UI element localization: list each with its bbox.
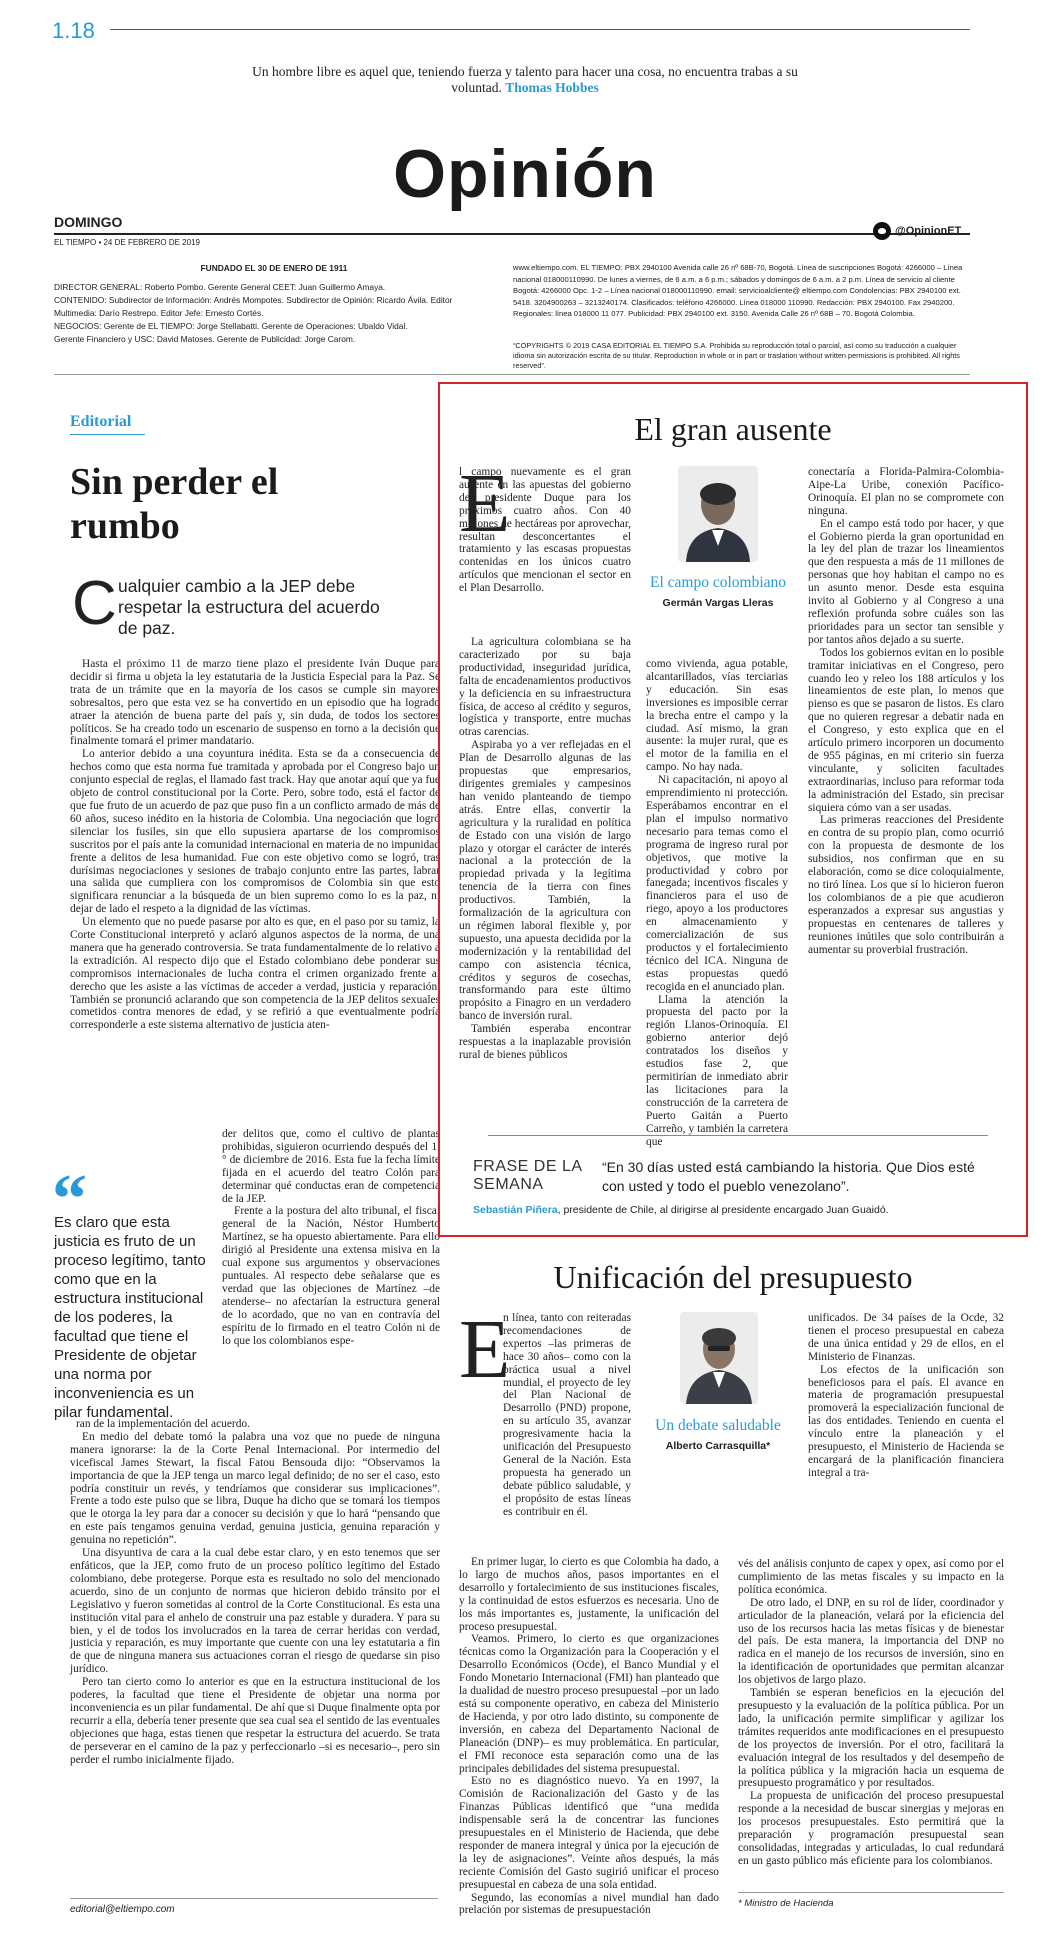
contact-info: www.eltiempo.com. EL TIEMPO: PBX 2940100 Avenida calle 26 nº 68B-70, Bogotá. Línea de suscripciones Bogotá: 4266000 – Línea nacional 018000110990. De lunes a viernes, de 6 a.m. a 6 p.m.; sábados y domingos de 6 a.m. a 2 p.m. Línea de servicio al cliente Bogotá: 4266000 Opc. 1-2 – Línea nacional 018000110990. email: servicioalcliente@ eltiempo.com Condolencias: PBX 2940100 ext. 5418. 3204900263 – 3213240174. Clasificados: teléfono 4266000. Línea 018000 110990. Redacción: PBX 2940100. Fax 2940200. Regionales: línea 018000 11 077. Publicidad: PBX 2940100 ext. 3150. Avenida Calle 26 nº 68B – 70. Bogotá Colombia. xyxy=(513,263,963,318)
footnote-rule xyxy=(738,1892,1004,1893)
paragraph: También se esperan beneficios en la ejecución del presupuesto y la evaluación de la política pública. Por un lado, la unificación permite simplificar y agilizar los trámites requeridos ante modificaciones en el presupuesto de los proyectos de inversión. Por el otro, facilitará la evaluación integral de los resultados y del desempeño de la política pública y la migración hacia un esquema de presupuesto programático y por resultados. xyxy=(738,1687,1004,1790)
copyright-notice: “COPYRIGHTS © 2019 CASA EDITORIAL EL TIEMPO S.A. Prohibida su reproducción total o parcial, así como su traducción a cualquier idioma sin autorización escrita de su titular. Reproduction in whole or in part or traslation without written permissions is prohibited. All rights reserved”. xyxy=(513,341,960,370)
column-body-col2-cont xyxy=(738,1558,1004,1868)
footnote: * Ministro de Hacienda xyxy=(738,1898,834,1909)
column-subhead: El campo colombiano xyxy=(649,574,787,591)
column-subhead: Un debate saludable xyxy=(655,1417,781,1434)
paragraph: Llama la atención la propuesta del pacto por la región Llanos-Orinoquía. El gobierno anterior dejó contratados los diseños y estudios fase 2, que permitirían de inmediato abrir las licitaciones para la construcción de la carretera de Puerto Gaitán a Puerto Carreño, y también la carretera que xyxy=(646,993,788,1148)
frase-context: , presidente de Chile, al dirigirse al presidente encargado Juan Guaidó. xyxy=(557,1204,889,1216)
paragraph: En el campo está todo por hacer, y que el Gobierno pierda la gran oportunidad en la ley del plan de trazar los lineamientos que den respuesta a más de 11 millones de personas que hoy habitan el campo no es un asunto menor. Desde esta esquina invito al Gobierno y al Congreso a una reflexión profunda sobre cuáles son las prioridades para un sector tan sensible y por tantos años dejado a su suerte. xyxy=(808,517,1004,646)
frase-rule xyxy=(488,1135,988,1136)
paragraph: Los efectos de la unificación son beneficiosos para el país. El avance en materia de programación presupuestal promoverá la especialización funcional de las dos entidades. Teniendo en cuenta el vínculo entre la planeación y el presupuesto, el Ministerio de Hacienda se encargará de la planificación financiera integral a tra- xyxy=(808,1363,1004,1479)
staff-line: NEGOCIOS: Gerente de EL TIEMPO: Jorge Stellabatti. Gerente de Operaciones: Ubaldo Vidal. xyxy=(54,321,408,331)
section-masthead: Opinión xyxy=(393,136,657,212)
paragraph: n línea, tanto con reiteradas recomendaciones de expertos –las primeras de hace 30 años– como con la práctica usual a nivel mundial, el proyecto de ley del Plan Nacional de Desarrollo (PND) propone, en su artículo 35, avanzar progresivamente hacia la unificación del Presupuesto General de la Nación. Esta propuesta ha generado un debate público saludable, y el propósito de estas líneas es contribuir en él. xyxy=(503,1312,631,1518)
paragraph: Las primeras reacciones del Presidente en contra de su propio plan, como ocurrió con la propuesta de desmonte de los subsidios, nos confirman que en su elaboración, como se dice coloquialmente, no tiró línea. Los que sí lo hicieron fueron los colombianos de a pie que acudieron esperanzados a expresar sus angustias y propuestas en centenares de talleres y reuniones inútiles que solo contribuirán a aumentar su proverbial frustración. xyxy=(808,814,1004,956)
page-number: 1.18 xyxy=(52,18,95,43)
paragraph: Pero tan cierto como lo anterior es que en la estructura institucional de los poderes, la facultad que tiene el Presidente de objetar una norma por inconveniencia es un pilar fundamental. De ahí que si Duque finalmente opta por recurrir a ella, debería tener presente que sea cual sea el sentido de las eventuales objeciones que haga, estas tienen que respetar la estructura del acuerdo. Se trata de perseverar en el camino de la paz y perfeccionarlo –si es necesario–, pero sin perder el rumbo inicialmente fijado. xyxy=(70,1676,440,1766)
epigraph-text: Un hombre libre es aquel que, teniendo fuerza y talento para hacer una cosa, no encuentra trabas a su voluntad. xyxy=(252,64,798,95)
dateline: EL TIEMPO • 24 DE FEBRERO DE 2019 xyxy=(54,238,200,247)
portrait-image xyxy=(680,1312,758,1404)
paragraph: Un elemento que no puede pasarse por alto es que, en el paso por su tamiz, la Corte Constitucional interpretó y aclaró algunos aspectos de la norma, de una manera que ha generado controversia. Se trata fundamentalmente de lo relativo a la extradición. Al respecto dijo que el Estado colombiano debe ponderar sus compromisos internacionales de lucha contra el crimen organizado frente al derecho que les asiste a las víctimas de acceder a verdad, justicia y reparación. También se pronunció aclarando que son competencia de la JEP delitos sexuales cometidos contra menores de edad, y se refirió a que eventualmente podría corresponderle a este sistema alternativo de justicia aten- xyxy=(70,916,440,1032)
column-title: Unificación del presupuesto xyxy=(553,1259,913,1295)
twitter-icon xyxy=(873,222,891,240)
paragraph: La agricultura colombiana se ha caracterizado por su baja productividad, inseguridad jurídica, falta de encadenamientos productivos y la deficiencia en su infraestructura física, de acceso al crédito y seguros, logística y transporte, entre muchas otras carencias. xyxy=(459,636,631,739)
twitter-handle: @OpinionET xyxy=(895,225,962,237)
column-body-col1-cont xyxy=(459,636,631,1062)
column-body-col1 xyxy=(459,457,631,595)
editorial-label: Editorial xyxy=(70,413,132,430)
founded-line: FUNDADO EL 30 DE ENERO DE 1911 xyxy=(200,263,348,273)
paragraph: ran de la implementación del acuerdo. xyxy=(76,1418,250,1430)
author-portrait xyxy=(680,1312,758,1404)
editorial-label-underline xyxy=(70,434,145,435)
paragraph: La propuesta de unificación del proceso presupuestal responde a la necesidad de buscar sinergias y mejoras en los procesos presupuestales. Esto permitirá que la preparación y programación presupuestal sean consolidadas, integradas y articuladas, lo cual redundará en un gasto público más eficiente para los colombianos. xyxy=(738,1790,1004,1867)
frase-label: FRASE DE LA SEMANA xyxy=(473,1158,582,1193)
epigraph-author: Thomas Hobbes xyxy=(505,80,599,95)
editorial-body-bottom xyxy=(70,1418,440,1766)
paragraph: Todos los gobiernos evitan en lo posible tramitar iniciativas en el Congreso, pero cuando leo y releo los 188 artículos y los lineamientos de este plan, lo menos que pienso es que se pasaron de listos. Es claro que no quieren regresar a debatir nada en el Congreso, y esto explica que en el artículo primero incorporen un documento de 955 páginas, en mi criterio sin fuerza vinculante, y soliciten facultades extraordinarias, incluso para reformar toda la administración del Estado, sin precisar siquiera cómo van a ser usadas. xyxy=(808,646,1004,814)
paragraph: Esto no es diagnóstico nuevo. Ya en 1997, la Comisión de Racionalización del Gasto y de las Finanzas Públicas identificó que “una medida indispensable será la de concentrar las funciones presupuestales en el Ministerio de Hacienda, que debe responder de manera integral y única por la ejecución de la ley de asignaciones”. Veinte años después, la más reciente Comisión del Gasto sugirió unificar el proceso presupuestal en cabeza de una sola entidad. xyxy=(459,1775,719,1891)
editorial-body-mid xyxy=(222,1128,440,1347)
editorial-body-top xyxy=(70,658,440,1032)
column-byline: Alberto Carrasquilla* xyxy=(665,1440,771,1452)
paragraph: der delitos que, como el cultivo de plantas prohibidas, siguieron ocurriendo después del 1.° de diciembre de 2016. Esta fue la fecha límite fijada en el acuerdo del teatro Colón para determinar qué conductas eran de competencia de la JEP. xyxy=(222,1128,440,1205)
quote-mark-icon: “ xyxy=(52,1161,87,1238)
paragraph: Lo anterior debido a una coyuntura inédita. Esta se da a consecuencia de hechos como que esta norma fue tramitada y aprobada por el Congreso bajo un conjunto especial de reglas, el llamado fast track. Hay que anotar aquí que ya fue objeto de control constitucional por la Corte. Pero, sobre todo, está el factor de que fue fruto de un acuerdo de paz que puso fin a un conflicto armado de más de 60 años, suceso inédito en la historia de Colombia. Una negociación que logró silenciar los fusiles, sin que ello supusiera apartarse de los compromisos suscritos por el país ante la comunidad internacional en materia de no impunidad frente a delitos de lesa humanidad. Fue con este objetivo como se logró, tras durísimas negociaciones y sesiones de trabajo conjunto entre las partes, labrar una salida que cumpliera con los compromisos de Colombia sin que esto significara renunciar a la búsqueda de un bien supremo como lo es la paz, ni dejar de lado el respeto a la dignidad de las víctimas. xyxy=(70,748,440,916)
frase-quote: “En 30 días usted está cambiando la historia. Que Dios esté con usted y todo el pueblo venezolano”. xyxy=(602,1159,975,1194)
paragraph: En medio del debate tomó la palabra una voz que no puede de ninguna manera ignorarse: la de la Corte Penal Internacional. Por intermedio del vicefiscal James Stewart, la fiscal Fatou Bensouda dijo: “Observamos la importancia de que la JEP tenga un marco legal definido; de no ser el caso, esto podría constituir un revés, y tendríamos que considerar sus implicaciones”. Frente a todo este pulso que se libra, Duque ha dicho que se tomará los tiempos que le otorga la ley para dar a conocer su decisión y que lo hará “pensando que en este país tengamos genuina verdad, genuina justicia, genuina reparación y genuina no repetición”. xyxy=(70,1430,440,1547)
editorial-dek: ualquier cambio a la JEP debe respetar la estructura del acuerdo de paz. xyxy=(118,576,380,638)
staff-line: Gerente Financiero y USC: David Matoses. Gerente de Publicidad: Jorge Carom. xyxy=(54,334,356,344)
editorial-dropcap: C xyxy=(72,569,117,638)
paragraph: como vivienda, agua potable, alcantarillados, vías terciarias y educación. Sin esas inversiones es imposible cerrar la brecha entre el campo y la ciudad. Así mismo, la gran ausente: la mujer rural, que es el motor de la familia en el campo. No hay nada. xyxy=(646,658,788,774)
paragraph: l campo nuevamente es el gran ausente en las apuestas del gobierno del presidente Duque para los próximos cuatro años. Con 40 millones de hectáreas por aprovechar, resultan desconcertantes el tratamiento y las escasas propuestas contenidas en los únicos cuatro artículos que mencionan el sector en el Plan Desarrollo. xyxy=(459,466,631,595)
paragraph: Ni capacitación, ni apoyo al emprendimiento ni protección. Esperábamos encontrar en el plan el impulso normativo necesario para temas como el programa de ingreso rural por objetivos, que motive la productividad y cobro por fanegada; incentivos fiscales y financieros para el uso de riego, apoyo a los productores en almacenamiento y comercialización de sus productos y el fortalecimiento técnico del ICA. Ninguna de estas propuestas quedó recogida en el anunciado plan. xyxy=(646,774,788,993)
frase-source xyxy=(473,1204,973,1216)
staff-line: DIRECTOR GENERAL: Roberto Pombo. Gerente General CEET: Juan Guillermo Amaya. xyxy=(54,282,386,292)
staff-box xyxy=(54,262,494,346)
frase-speaker: Sebastián Piñera xyxy=(473,1204,558,1216)
day-label: DOMINGO xyxy=(54,214,123,230)
top-rule xyxy=(110,29,970,30)
editorial-email-link[interactable]: editorial@eltiempo.com xyxy=(70,1904,175,1915)
staff-line: CONTENIDO: Subdirector de Información: Andrés Mompotes. Subdirector de Opinión: Ricardo Ávila. Editor Multimedia: Darío Restrepo. Editor Jefe: Ernesto Cortés. xyxy=(54,295,453,318)
paragraph: En primer lugar, lo cierto es que Colombia ha dado, a lo largo de muchos años, pasos importantes en el desarrollo y fortalecimiento de sus instituciones fiscales, y la continuidad de estos esfuerzos es necesaria. Uno de los más importantes es, justamente, la unificación del proceso presupuestal. xyxy=(459,1556,719,1633)
paragraph: Frente a la postura del alto tribunal, el fiscal general de la Nación, Néstor Humberto Martínez, se ha opuesto abiertamente. Para ello dirigió al Presidente una extensa misiva en la cual expone sus argumentos y observaciones puntuales. Al respecto debe señalarse que es verdad que las objeciones de Martínez –de atenderse– no afectarían la estructura general de lo acordado, que no van en contravía del espíritu de lo firmado en el teatro Colón ni de lo que los colombianos espe- xyxy=(222,1205,440,1347)
column-body-col2 xyxy=(808,1312,1004,1480)
column-byline: Germán Vargas Lleras xyxy=(662,597,774,609)
portrait-image xyxy=(678,466,758,562)
twitter-handle-link[interactable] xyxy=(873,222,961,240)
paragraph: Hasta el próximo 11 de marzo tiene plazo el presidente Iván Duque para decidir si firma u objeta la ley estatutaria de la Justicia Especial para la Paz. Se trata de un trámite que en la mayoría de los casos se cumple sin mayores sobresaltos, pero que esta vez se ha convertido en un episodio que ha logrado atraer la atención de buena parte del país y, sin duda, de todos los sectores políticos. Se ha creado todo un escenario de suspenso en torno a la decisión que finalmente tomará el primer mandatario. xyxy=(70,658,440,748)
footer-rule xyxy=(70,1898,438,1899)
pull-quote: Es claro que esta justicia es fruto de un proceso legítimo, tanto como que en la estructura institucional de los poderes, la facultad que tiene el Presidente de objetar una norma por inconveniencia es un pilar fundamental. xyxy=(54,1214,206,1421)
column-body-col3 xyxy=(808,466,1004,956)
column-dropcap: E xyxy=(459,457,511,550)
paragraph: vés del análisis conjunto de capex y opex, así como por el cumplimiento de las metas fiscales y su impacto en la política económica. xyxy=(738,1558,1004,1596)
paragraph: De otro lado, el DNP, en su rol de líder, coordinador y articulador de la planeación, velará por la eficiencia del uso de los recursos hacia las metas físicas y de bienestar del país. De esta manera, la importancia del DNP no radica en el manejo de los recursos de inversión, sino en la identificación de oportunidades que permitan alcanzar los objetivos de largo plazo. xyxy=(738,1596,1004,1687)
paragraph: unificados. De 34 países de la Ocde, 32 tienen el proceso presupuestal en cabeza de una única entidad y 29 de ellos, en el Ministerio de Finanzas. xyxy=(808,1312,1004,1363)
column-body-col2 xyxy=(646,658,788,1148)
paragraph: Aspiraba yo a ver reflejadas en el Plan de Desarrollo algunas de las propuestas que empresarios, dirigentes gremiales y campesinos han venido planteando de tiempo atrás. Entre ellas, convertir la agricultura y la ruralidad en política de Estado con una visión de largo plazo y otorgar el carácter de interés nacional a la protección de la propiedad privada y la legítima tenencia de la tierra con fines productivos. También, la formalización de la agricultura con un régimen laboral flexible y, por supuesto, una apuesta decidida por la modernización y la rentabilidad del campo con asistencia técnica, créditos y seguros de cosechas, transformando para este último propósito a Finagro en un verdadero banco de inversión rural. xyxy=(459,739,631,1023)
column-body-col1 xyxy=(503,1312,631,1519)
paragraph: conectaría a Florida-Palmira-Colombia-Aipe-La Uribe, conexión Pacífico-Orinoquía. El plan no se compromete con ninguna. xyxy=(808,466,1004,517)
epigraph-quote xyxy=(250,64,800,96)
section-divider xyxy=(54,374,970,375)
paragraph: También esperaba encontrar respuestas a la inaplazable provisión rural de bienes públicos xyxy=(459,1023,631,1061)
column-title: El gran ausente xyxy=(634,411,832,447)
paragraph: Segundo, las economías a nivel mundial han dado prelación por sistemas de presupuestación xyxy=(459,1891,719,1917)
paragraph: Una disyuntiva de cara a la cual debe estar claro, y en esto tenemos que ser enfáticos, que la JEP, como fruto de un proceso político legítimo del Estado colombiano, debe protegerse. Porque esta es resultado no solo del mencionado acuerdo, sino de un conjunto de normas que hicieron debido tránsito por el Legislativo y fueron sometidas al control de la Corte Constitucional. Es esta una institución vital para el anhelo de construir una paz estable y duradera. Y para su bien, y el de todos los involucrados en la tarea de cerrar heridas con verdad, justicia y reparación, es muy importante que cuente con una ley estatutaria a fin de que de ninguna manera sus actuaciones corran el riesgo de quedarse sin piso jurídico. xyxy=(70,1547,440,1676)
editorial-title: Sin perder el rumbo xyxy=(70,461,279,547)
header-rule xyxy=(54,233,970,235)
paragraph: Veamos. Primero, lo cierto es que organizaciones técnicas como la Organización para la Cooperación y el Desarrollo Económicos (Ocde), el Banco Mundial y el Fondo Monetario Internacional (FMI) han planteado que la dualidad de nuestro proceso presupuestal –por un lado está su componente operativo, en cabeza del Ministerio de Hacienda, y por otro lado distinto, su componente de inversión, en cabeza del Departamento Nacional de Planeación (DNP)– es muy problemática. En particular, el FMI reconoce esta separación como una de las principales debilidades del sistema presupuestal. xyxy=(459,1633,719,1775)
column-body-col1-cont xyxy=(459,1556,719,1917)
author-portrait xyxy=(678,466,758,562)
column-dropcap: E xyxy=(459,1303,511,1396)
